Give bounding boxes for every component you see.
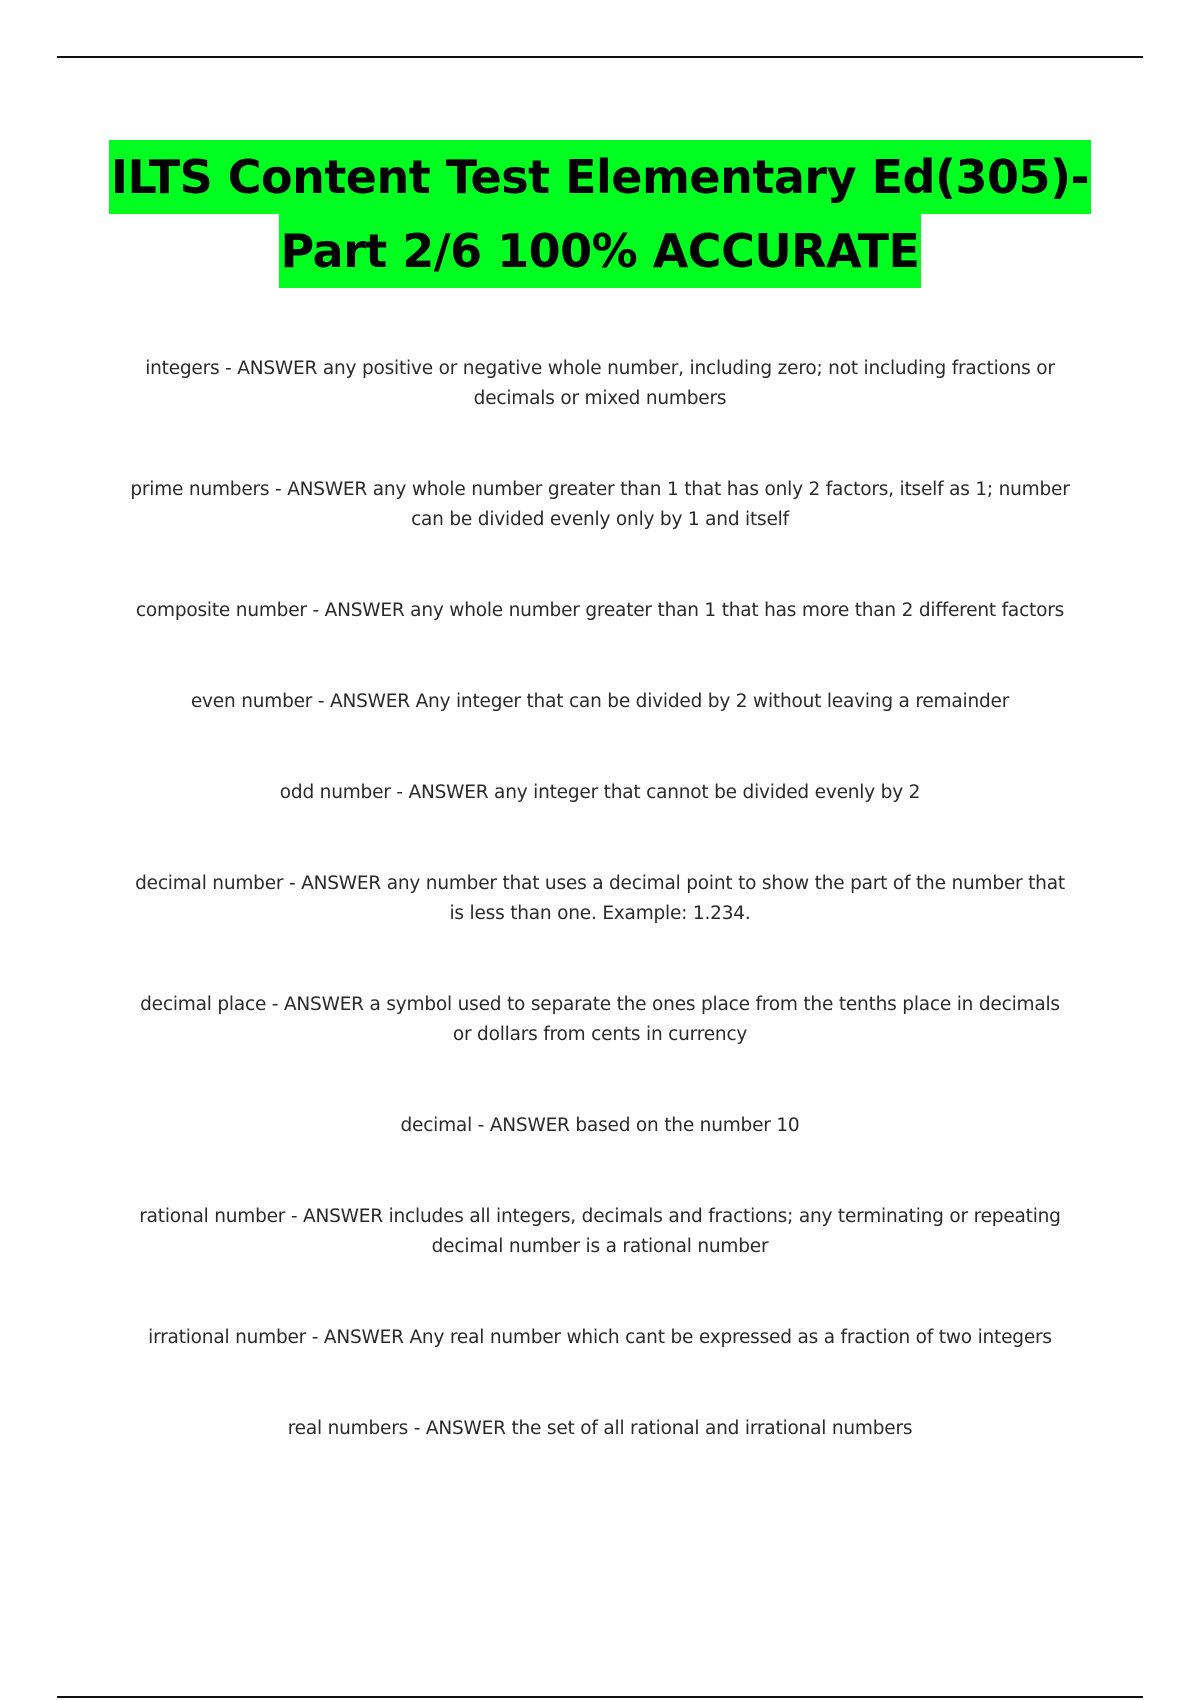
entry-real-numbers: real numbers - ANSWER the set of all rational and irrational numbers (287, 1418, 913, 1439)
entry-odd-number: odd number - ANSWER any integer that cannot be divided evenly by 2 (279, 782, 921, 803)
entry-decimal-number: decimal number - ANSWER any number that uses a decimal point to show the part of the number that is less than one. Example: 1.234. (135, 873, 1065, 924)
entry-integers: integers - ANSWER any positive or negative whole number, including zero; not including fractions or decimals or mixed numbers (145, 358, 1055, 409)
bottom-rule (57, 1696, 1143, 1698)
entry-decimal-place: decimal place - ANSWER a symbol used to separate the ones place from the tenths place in decimals or dollars from cents in currency (140, 994, 1060, 1045)
entry-prime-numbers: prime numbers - ANSWER any whole number greater than 1 that has only 2 factors, itself as 1; number can be divided evenly only by 1 and itself (130, 479, 1070, 530)
entry-even-number: even number - ANSWER Any integer that can be divided by 2 without leaving a remainder (190, 691, 1010, 712)
entry-decimal: decimal - ANSWER based on the number 10 (400, 1115, 800, 1136)
title-line-1: ILTS Content Test Elementary Ed(305)- (109, 140, 1091, 214)
top-rule (57, 56, 1143, 58)
entry-composite-number: composite number - ANSWER any whole number greater than 1 that has more than 2 different factors (135, 600, 1065, 621)
title-line-2: Part 2/6 100% ACCURATE (279, 214, 922, 288)
flashcard-list (130, 354, 1070, 1505)
document-title (100, 140, 1100, 288)
entry-rational-number: rational number - ANSWER includes all integers, decimals and fractions; any terminating or repeating decimal number is a rational number (139, 1206, 1061, 1257)
entry-irrational-number: irrational number - ANSWER Any real number which cant be expressed as a fraction of two integers (148, 1327, 1052, 1348)
